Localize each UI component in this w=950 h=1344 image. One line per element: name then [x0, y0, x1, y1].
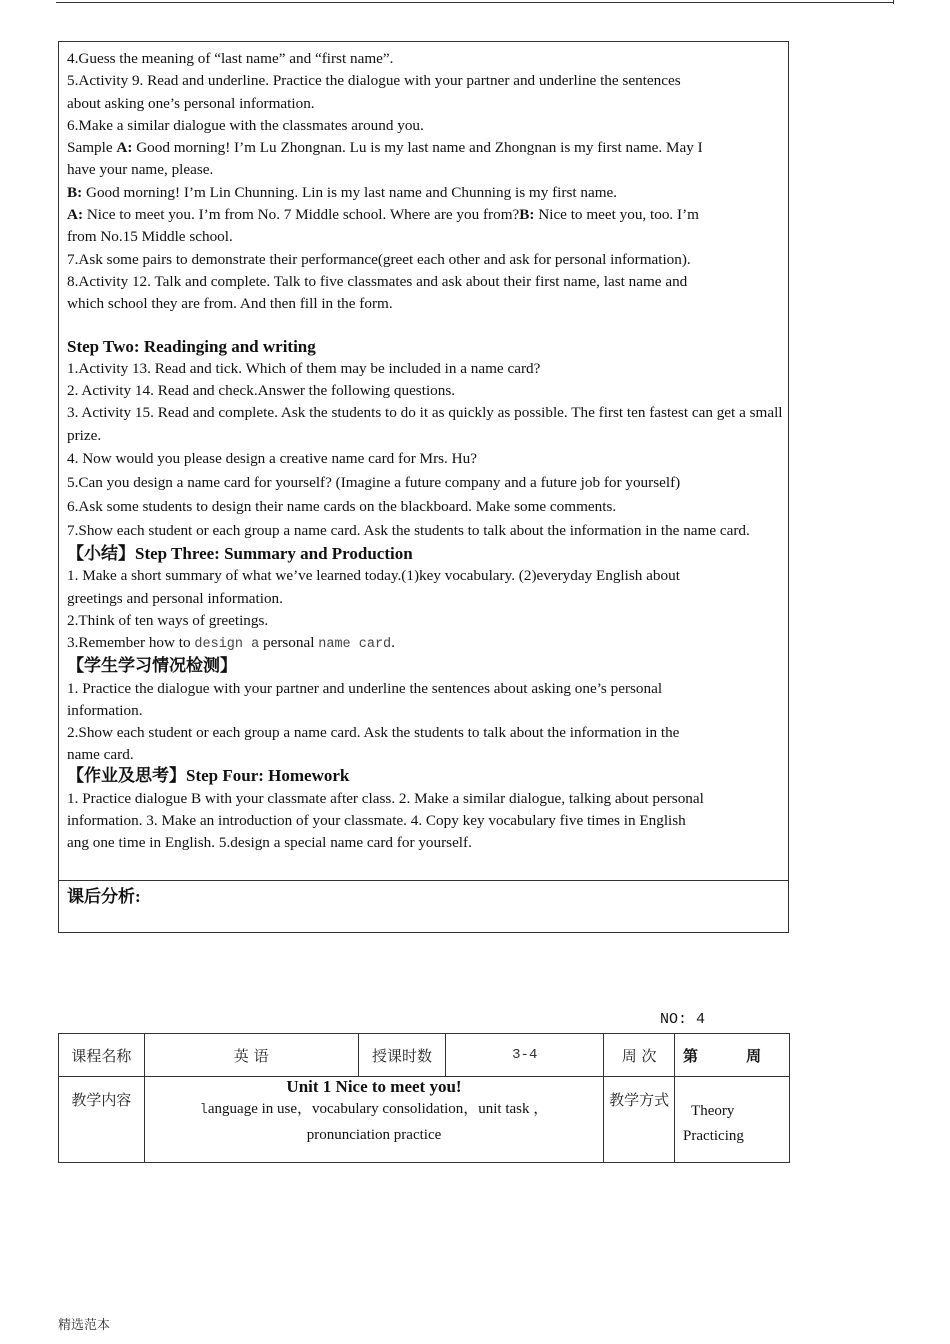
lesson-body — [67, 48, 785, 855]
step-two-heading: Step Two: Readinging and writing — [67, 336, 316, 356]
method-theory: Theory — [691, 1102, 735, 1119]
content-value — [144, 1077, 603, 1163]
method-label: 教学方式 — [604, 1077, 675, 1163]
unit-subtitle-line-2: pronunciation practice — [306, 1127, 442, 1143]
list-item: 6.Make a similar dialogue with the classmates around you. — [67, 116, 424, 134]
content-label: 教学内容 — [59, 1077, 145, 1163]
list-item: greetings and personal information. — [67, 589, 283, 607]
list-item: 2.Show each student or each group a name card. Ask the students to talk about the information in the — [67, 724, 680, 742]
homework-heading: 【作业及思考】Step Four: Homework — [67, 766, 350, 786]
list-item: 7.Ask some pairs to demonstrate their performance(greet each other and ask for personal information). — [67, 250, 691, 268]
sample-dialogue-line-3: B: Good morning! I’m Lin Chunning. Lin is my last name and Chunning is my first name. — [67, 183, 618, 201]
list-item: 2.Think of ten ways of greetings. — [67, 611, 269, 629]
table-row — [59, 1034, 790, 1077]
sample-dialogue-line-5: from No.15 Middle school. — [67, 228, 233, 246]
homework-line: 1. Practice dialogue B with your classmate after class. 2. Make a similar dialogue, talking about personal — [67, 789, 704, 807]
analysis-row — [59, 880, 788, 933]
check-heading: 【学生学习情况检测】 — [67, 656, 237, 676]
week-label: 周 次 — [604, 1034, 675, 1077]
list-item: 3. Activity 15. Read and complete. Ask the students to do it as quickly as possible. The first ten fastest can get a small prize. — [67, 404, 783, 444]
list-item: 4. Now would you please design a creative name card for Mrs. Hu? — [67, 450, 477, 468]
list-item: about asking one’s personal information. — [67, 94, 315, 112]
unit-title: Unit 1 Nice to meet you! — [286, 1077, 462, 1096]
course-name-value: 英 语 — [144, 1034, 358, 1077]
list-item: 1. Practice the dialogue with your partner and underline the sentences about asking one’s personal — [67, 679, 663, 697]
list-item: 8.Activity 12. Talk and complete. Talk to five classmates and ask about their first name, last name and — [67, 272, 688, 290]
top-rule — [56, 2, 894, 3]
list-item: 2. Activity 14. Read and check.Answer the following questions. — [67, 382, 456, 400]
analysis-label: 课后分析: — [67, 887, 141, 906]
list-item: 4.Guess the meaning of “last name” and “first name”. — [67, 50, 394, 67]
unit-subtitle-line-1: language in use，vocabulary consolidation，unit task ， — [199, 1101, 549, 1118]
sample-dialogue-line-1: Sample A: Good morning! I’m Lu Zhongnan. Lu is my last name and Zhongnan is my first name. May I — [67, 139, 703, 157]
list-item: 5.Can you design a name card for yourself? (Imagine a future company and a future job for yourself) — [67, 474, 681, 492]
list-item: 1. Make a short summary of what we’ve learned today.(1)key vocabulary. (2)everyday English about — [67, 567, 680, 585]
homework-line: ang one time in English. 5.design a special name card for yourself. — [67, 834, 472, 852]
method-practicing: Practicing — [683, 1127, 744, 1144]
page-number-label: NO: 4 — [660, 1011, 706, 1028]
list-item: information. — [67, 701, 143, 719]
list-item: 5.Activity 9. Read and underline. Practice the dialogue with your partner and underline the sentences — [67, 72, 681, 90]
list-item: 7.Show each student or each group a name card. Ask the students to talk about the information in the name card. — [67, 522, 750, 540]
top-rule-tick — [893, 0, 894, 4]
remember-line: 3.Remember how to design a personal name card. — [67, 634, 395, 653]
list-item: 6.Ask some students to design their name cards on the blackboard. Make some comments. — [67, 498, 617, 516]
homework-line: information. 3. Make an introduction of your classmate. 4. Copy key vocabulary five times in English — [67, 812, 686, 830]
list-item: name card. — [67, 746, 134, 764]
list-item: 1.Activity 13. Read and tick. Which of them may be included in a name card? — [67, 359, 541, 377]
table-row — [59, 1077, 790, 1163]
week-value: 第 周 — [675, 1034, 790, 1077]
lesson-plan-box — [58, 41, 789, 933]
hours-value: 3-4 — [446, 1034, 604, 1077]
footer-label: 精选范本 — [58, 1318, 111, 1333]
list-item: which school they are from. And then fill in the form. — [67, 295, 393, 313]
course-info-table — [58, 1033, 790, 1163]
sample-dialogue-line-2: have your name, please. — [67, 161, 214, 179]
sample-dialogue-line-4: A: Nice to meet you. I’m from No. 7 Middle school. Where are you from?B: Nice to meet you, too. I’m — [67, 206, 699, 224]
hours-label: 授课时数 — [358, 1034, 446, 1077]
step-three-heading: 【小结】Step Three: Summary and Production — [67, 544, 413, 564]
course-name-label: 课程名称 — [59, 1034, 145, 1077]
method-value — [675, 1077, 790, 1163]
